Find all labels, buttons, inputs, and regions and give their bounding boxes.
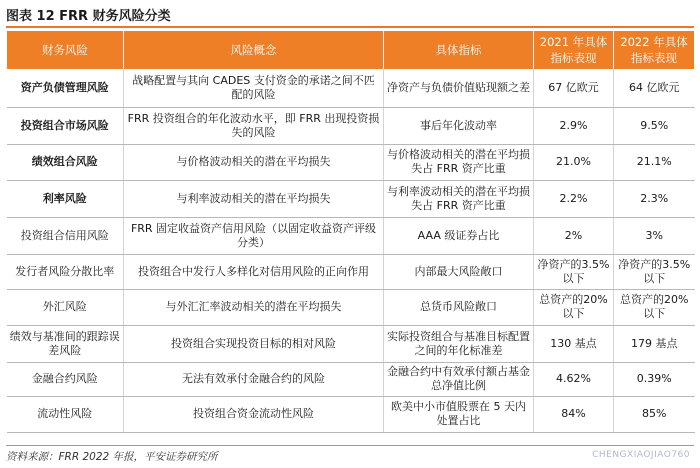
- risk-indicator: 内部最大风险敞口: [384, 254, 534, 289]
- value-2022: 85%: [614, 396, 695, 432]
- risk-concept: 与外汇汇率波动相关的潜在平均损失: [124, 289, 384, 325]
- risk-name: 投资组合市场风险: [7, 107, 124, 144]
- table-row: [7, 144, 695, 180]
- risk-name: 利率风险: [7, 180, 124, 217]
- risk-indicator: AAA 级证券占比: [384, 217, 534, 254]
- risk-concept: 无法有效承付金融合约的风险: [124, 362, 384, 396]
- figure-title-bar: [6, 4, 694, 28]
- risk-concept: 投资组合资金流动性风险: [124, 396, 384, 432]
- risk-name: 流动性风险: [7, 396, 124, 432]
- table-row: [7, 254, 695, 289]
- value-2022: 2.3%: [614, 180, 695, 217]
- value-2021: 净资产的3.5%以下: [534, 254, 614, 289]
- table-row: [7, 69, 695, 107]
- risk-name: 资产负债管理风险: [7, 69, 124, 107]
- value-2022: 179 基点: [614, 325, 695, 362]
- table-header-row: [7, 31, 695, 69]
- value-2022: 净资产的3.5%以下: [614, 254, 695, 289]
- table-row: [7, 325, 695, 362]
- value-2021: 21.0%: [534, 144, 614, 180]
- risk-indicator: 与价格波动相关的潜在平均损失占 FRR 资产比重: [384, 144, 534, 180]
- risk-concept: 与价格波动相关的潜在平均损失: [124, 144, 384, 180]
- risk-name: 投资组合信用风险: [7, 217, 124, 254]
- risk-indicator: 金融合约中有效承付额占基金总净值比例: [384, 362, 534, 396]
- risk-indicator: 与利率波动相关的潜在平均损失占 FRR 资产比重: [384, 180, 534, 217]
- value-2022: 3%: [614, 217, 695, 254]
- header-risk: 财务风险: [7, 31, 124, 69]
- value-2022: 总资产的20%以下: [614, 289, 695, 325]
- value-2021: 2.9%: [534, 107, 614, 144]
- risk-name: 发行者风险分散比率: [7, 254, 124, 289]
- value-2021: 84%: [534, 396, 614, 432]
- figure-title: 图表 12 FRR 财务风险分类: [6, 9, 171, 24]
- header-2022: 2022 年具体指标表现: [614, 31, 695, 69]
- financial-risk-table: [6, 31, 695, 433]
- risk-concept: FRR 投资组合的年化波动水平，即 FRR 出现投资损失的风险: [124, 107, 384, 144]
- risk-indicator: 总货币风险敞口: [384, 289, 534, 325]
- header-indicator: 具体指标: [384, 31, 534, 69]
- risk-name: 金融合约风险: [7, 362, 124, 396]
- value-2021: 2%: [534, 217, 614, 254]
- source-footer: [6, 445, 694, 466]
- header-concept: 风险概念: [124, 31, 384, 69]
- value-2021: 130 基点: [534, 325, 614, 362]
- table-row: [7, 107, 695, 144]
- table-row: [7, 289, 695, 325]
- value-2021: 2.2%: [534, 180, 614, 217]
- table-row: [7, 180, 695, 217]
- risk-indicator: 实际投资组合与基准目标配置之间的年化标准差: [384, 325, 534, 362]
- value-2021: 4.62%: [534, 362, 614, 396]
- risk-name: 绩效与基准间的跟踪误差风险: [7, 325, 124, 362]
- risk-concept: 与利率波动相关的潜在平均损失: [124, 180, 384, 217]
- risk-concept: 战略配置与其向 CADES 支付资金的承诺之间不匹配的风险: [124, 69, 384, 107]
- value-2021: 总资产的20%以下: [534, 289, 614, 325]
- risk-name: 外汇风险: [7, 289, 124, 325]
- table-row: [7, 396, 695, 432]
- risk-indicator: 净资产与负债价值贴现额之差: [384, 69, 534, 107]
- risk-name: 绩效组合风险: [7, 144, 124, 180]
- value-2022: 9.5%: [614, 107, 695, 144]
- risk-indicator: 欧美中小市值股票在 5 天内处置占比: [384, 396, 534, 432]
- table-row: [7, 217, 695, 254]
- source-note: 资料来源：FRR 2022 年报，平安证券研究所: [6, 451, 218, 463]
- value-2022: 21.1%: [614, 144, 695, 180]
- risk-indicator: 事后年化波动率: [384, 107, 534, 144]
- risk-concept: FRR 固定收益资产信用风险（以固定收益资产评级分类）: [124, 217, 384, 254]
- value-2022: 0.39%: [614, 362, 695, 396]
- watermark-text: CHENGXIAOJIAO760: [592, 450, 690, 460]
- table-row: [7, 362, 695, 396]
- value-2021: 67 亿欧元: [534, 69, 614, 107]
- header-2021: 2021 年具体指标表现: [534, 31, 614, 69]
- value-2022: 64 亿欧元: [614, 69, 695, 107]
- risk-concept: 投资组合实现投资目标的相对风险: [124, 325, 384, 362]
- risk-concept: 投资组合中发行人多样化对信用风险的正向作用: [124, 254, 384, 289]
